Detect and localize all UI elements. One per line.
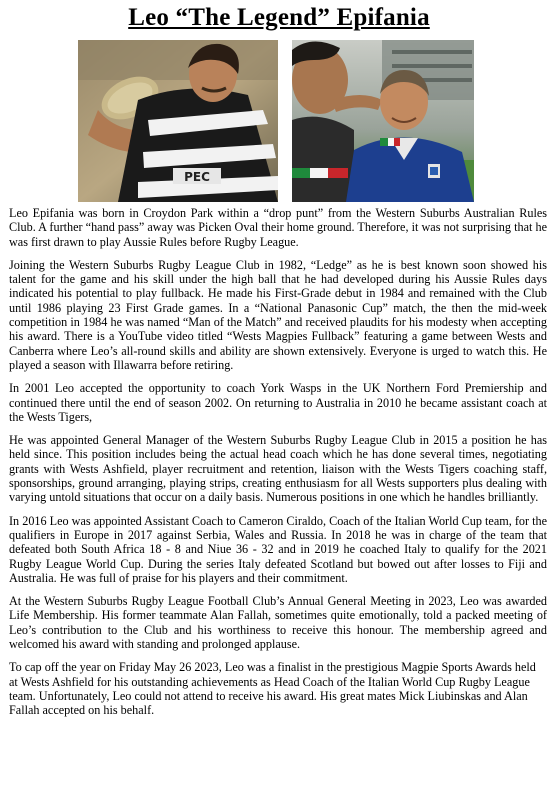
svg-text:PEC: PEC (184, 170, 210, 184)
paragraph-coaching-uk: In 2001 Leo accepted the opportunity to coach York Wasps in the UK Northern Ford Premiership and continued there until the end of season 2002. On returning to Australia in 2010 he became assistant coach at the Wests Tigers, (9, 381, 547, 424)
paragraph-life-membership: At the Western Suburbs Rugby League Football Club’s Annual General Meeting in 2023, Leo was awarded Life Membership. His former teammate Alan Fallah, sometimes quite emotionally, told a packed meeting of Leo’s contribution to the Club and his worthiness to receive this honour. The membership agreed and welcomed his award with standing and prolonged applause. (9, 594, 547, 652)
leo-coaching-photo (292, 40, 474, 202)
leo-playing-rugby-photo (78, 40, 278, 202)
paragraph-playing-career: Joining the Western Suburbs Rugby League Club in 1982, “Ledge” as he is best known soon showed his talent for the game and his skill under the high ball that he had developed during his Aussie Rules days indicated his potential to play fullback. He made his First-Grade debut in 1984 and remained with the Club until 1986 playing 23 First Grade games. In a “National Panasonic Cup” match, the then the mid-week competition in 1984 he was named “Man of the Match” and received plaudits for his modesty when accepting his award. There is a YouTube video titled “Wests Magpies Fullback” featuring a game between Wests and Canberra where Leo’s all-round skills and ability are shown extensively. Everyone is urged to watch this. He played a season with Illawarra before retiring. (9, 257, 547, 372)
paragraph-early-life: Leo Epifania was born in Croydon Park within a “drop punt” from the Western Suburbs Australian Rules Club. A further “hand pass” away was Picken Oval their home ground. Therefore, it was not surprising that he was first drawn to play Aussie Rules before Rugby League. (9, 206, 547, 249)
paragraph-general-manager: He was appointed General Manager of the Western Suburbs Rugby League Club in 2015 a position he has held since. This position includes being the actual head coach which he has done several times, negotiating grants with Wests Ashfield, player recruitment and retention, liaison with the Wests Tigers coaching staff, sponsorships, ground arranging, playing strips, creating enthusiasm for all Wests supporters plus dealing with varying untold situations that occur on a daily basis. Numerous positions in one which he handles brilliantly. (9, 433, 547, 505)
paragraph-magpie-awards: To cap off the year on Friday May 26 2023, Leo was a finalist in the prestigious Magpie Sports Awards held at Wests Ashfield for his outstanding achievements as Head Coach of the Italian World Cup Rugby League team. Unfortunately, Leo could not attend to receive his award. His great mates Mick Liubinskas and Alan Fallah accepted on his behalf. (9, 660, 536, 718)
page-title: Leo “The Legend” Epifania (128, 4, 430, 31)
article-body (9, 206, 547, 727)
paragraph-italy-coaching: In 2016 Leo was appointed Assistant Coach to Cameron Ciraldo, Coach of the Italian World Cup team, for the qualifiers in Europe in 2017 against Serbia, Wales and Russia. In 2018 he was in charge of the team that defeated both South Africa 18 - 8 and Niue 36 - 32 and in 2019 he coached Italy to qualify for the 2021 Rugby League World Cup. During the series Italy defeated Scotland but bowed out after losses to Fiji and Australia. He was full of praise for his players and their commitment. (9, 513, 547, 585)
